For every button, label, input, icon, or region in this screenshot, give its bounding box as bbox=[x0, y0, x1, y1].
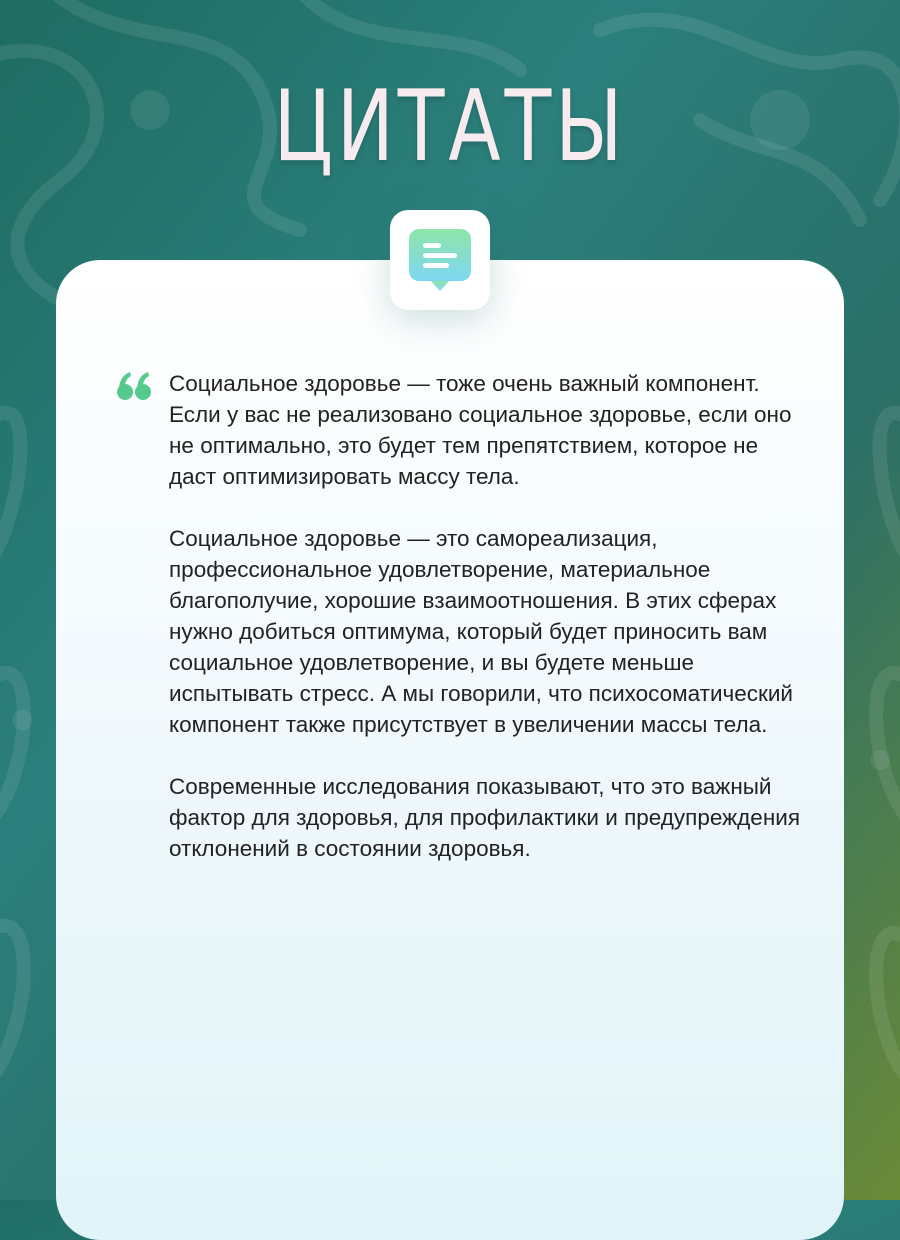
quote-paragraph-2: Социальное здоровье — это самореализация, профессиональное удовлетворение, материальное благополучие, хорошие взаимоотношения. В этих сферах нужно добиться оптимума, который будет приносить вам социальное удовлетворение, и вы будете меньше испытывать стресс. А мы говорили, что психосоматический компонент также присутствует в увеличении массы тела. bbox=[169, 526, 794, 737]
quote-paragraph-1: Социальное здоровье — тоже очень важный компонент. Если у вас не реализовано социальное здоровье, если оно не оптимально, это будет тем препятствием, которое не даст оптимизировать массу тела. bbox=[169, 371, 792, 489]
message-lines-icon bbox=[390, 210, 490, 310]
page-title: ЦИТАТЫ bbox=[273, 70, 627, 184]
quote-text bbox=[169, 368, 809, 895]
quote-paragraph-3: Современные исследования показывают, что это важный фактор для здоровья, для профилактики и предупреждения отклонений в состоянии здоровья. bbox=[169, 774, 800, 861]
quote-mark-icon bbox=[116, 368, 152, 402]
